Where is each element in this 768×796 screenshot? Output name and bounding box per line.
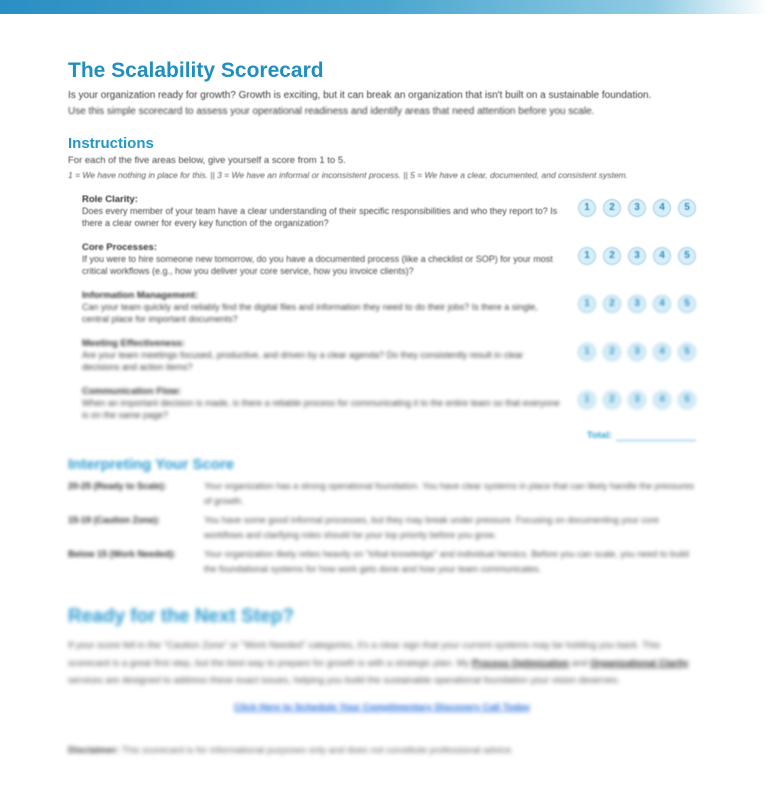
score-option-2[interactable]: 2 — [603, 343, 621, 361]
next-step-text-2: and — [569, 657, 591, 669]
header-accent-bar — [0, 0, 768, 14]
score-option-2[interactable]: 2 — [603, 391, 621, 409]
next-step-section — [68, 605, 696, 713]
scorecard-item-communication-flow — [82, 386, 696, 434]
score-option-3[interactable]: 3 — [628, 391, 646, 409]
intro-line-2: Use this simple scorecard to assess your operational readiness and identify areas that need attention before you scale. — [68, 106, 595, 117]
score-option-4[interactable]: 4 — [653, 343, 671, 361]
item-question: Are your team meetings focused, productive, and driven by a clear agenda? Do they consistently result in clear decisions and action items? — [82, 350, 524, 372]
score-options — [578, 343, 696, 361]
score-option-5[interactable]: 5 — [678, 247, 696, 265]
disclaimer — [68, 745, 696, 756]
score-option-4[interactable]: 4 — [653, 199, 671, 217]
interpreting-section — [68, 455, 696, 577]
process-optimization-link[interactable]: Process Optimization — [471, 657, 570, 669]
score-option-5[interactable]: 5 — [678, 199, 696, 217]
disclaimer-text: This scorecard is for informational purposes only and does not constitute professional advice. — [119, 744, 514, 756]
scorecard-items — [68, 194, 696, 434]
score-option-3[interactable]: 3 — [628, 247, 646, 265]
page-title: The Scalability Scorecard — [68, 59, 324, 82]
next-step-text-3: services are designed to address these exact issues, helping you build the sustainable operational foundation your vision deserves. — [68, 675, 620, 686]
score-options — [578, 295, 696, 313]
scorecard-item-meeting-effectiveness — [82, 338, 696, 386]
next-step-heading: Ready for the Next Step? — [68, 606, 294, 627]
score-option-1[interactable]: 1 — [578, 199, 596, 217]
intro-paragraph — [68, 88, 696, 120]
disclaimer-label: Disclaimer: — [68, 744, 120, 756]
score-option-1[interactable]: 1 — [578, 343, 596, 361]
total-score — [68, 430, 696, 441]
interpretation-row — [68, 547, 696, 577]
score-option-1[interactable]: 1 — [578, 247, 596, 265]
interpretation-text: Your organization has a strong operational foundation. You have clear systems in place that can likely handle the pressures of growth. — [204, 481, 694, 506]
score-options — [578, 199, 696, 217]
intro-line-1: Is your organization ready for growth? Growth is exciting, but it can break an organization that isn't built on a sustainable foundation. — [68, 90, 652, 101]
total-label: Total: — [586, 430, 612, 441]
next-step-text-1: If your score fell in the "Caution Zone" or "Work Needed" categories, it's a clear sign that your current systems may be holding you back. This scorecard is a great first step, but the best way to prepare for growth is with a strategic plan. My — [68, 640, 661, 669]
score-option-5[interactable]: 5 — [678, 391, 696, 409]
item-title: Core Processes: — [82, 242, 157, 253]
interpretation-row — [68, 479, 696, 509]
score-option-3[interactable]: 3 — [628, 343, 646, 361]
item-question: Does every member of your team have a clear understanding of their specific responsibilities and who they report to? Is there a clear owner for every key function of the organization? — [82, 206, 558, 228]
item-title: Meeting Effectiveness: — [82, 338, 185, 349]
score-option-4[interactable]: 4 — [653, 391, 671, 409]
item-title: Role Clarity: — [82, 194, 138, 205]
score-option-4[interactable]: 4 — [653, 295, 671, 313]
score-option-4[interactable]: 4 — [653, 247, 671, 265]
organizational-clarity-link[interactable]: Organizational Clarity — [590, 657, 689, 669]
total-input-line[interactable] — [616, 440, 696, 441]
item-title: Information Management: — [82, 290, 199, 301]
instructions-text: For each of the five areas below, give yourself a score from 1 to 5. — [68, 155, 346, 166]
score-options — [578, 247, 696, 265]
interpreting-heading: Interpreting Your Score — [68, 456, 235, 473]
score-option-5[interactable]: 5 — [678, 295, 696, 313]
score-options — [578, 391, 696, 409]
score-option-3[interactable]: 3 — [628, 295, 646, 313]
item-question: Can your team quickly and reliably find the digital files and information they need to do their jobs? Is there a single, central place for important documents? — [82, 302, 538, 324]
schedule-call-link[interactable]: Click Here to Schedule Your Complimentary Discovery Call Today — [233, 701, 531, 713]
scorecard-item-information-management — [82, 290, 696, 338]
item-question: When an important decision is made, is there a reliable process for communicating it to the entire team so that everyone is on the same page? — [82, 398, 560, 420]
score-legend: 1 = We have nothing in place for this. || 3 = We have an informal or inconsistent process. || 5 = We have a clear, documented, and consistent system. — [68, 170, 628, 180]
score-option-1[interactable]: 1 — [578, 295, 596, 313]
scorecard-item-core-processes — [82, 242, 696, 290]
score-option-2[interactable]: 2 — [603, 295, 621, 313]
interpretation-label: 20-25 (Ready to Scale): — [68, 481, 167, 491]
interpretation-text: Your organization likely relies heavily on "tribal knowledge" and individual heroics. Before you can scale, you need to build the foundational systems for how work gets done and how your team communicates. — [204, 549, 689, 574]
scorecard-item-role-clarity — [82, 194, 696, 242]
score-option-3[interactable]: 3 — [628, 199, 646, 217]
interpretation-label: Below 15 (Work Needed): — [68, 549, 176, 559]
interpretation-label: 15-19 (Caution Zone): — [68, 515, 161, 525]
score-option-1[interactable]: 1 — [578, 391, 596, 409]
score-option-2[interactable]: 2 — [603, 247, 621, 265]
score-option-5[interactable]: 5 — [678, 343, 696, 361]
interpretation-row — [68, 513, 696, 543]
interpretation-text: You have some good informal processes, but they may break under pressure. Focusing on documenting your core workflows and clarifying roles should be your top priority before you grow. — [204, 515, 659, 540]
instructions-heading: Instructions — [68, 135, 154, 152]
score-option-2[interactable]: 2 — [603, 199, 621, 217]
item-question: If you were to hire someone new tomorrow, do you have a documented process (like a checklist or SOP) for your most critical workflows (e.g., how you deliver your core service, how you invoice clients)? — [82, 254, 553, 276]
scorecard-document — [68, 58, 696, 756]
item-title: Communication Flow: — [82, 386, 182, 397]
next-step-paragraph — [68, 637, 696, 690]
